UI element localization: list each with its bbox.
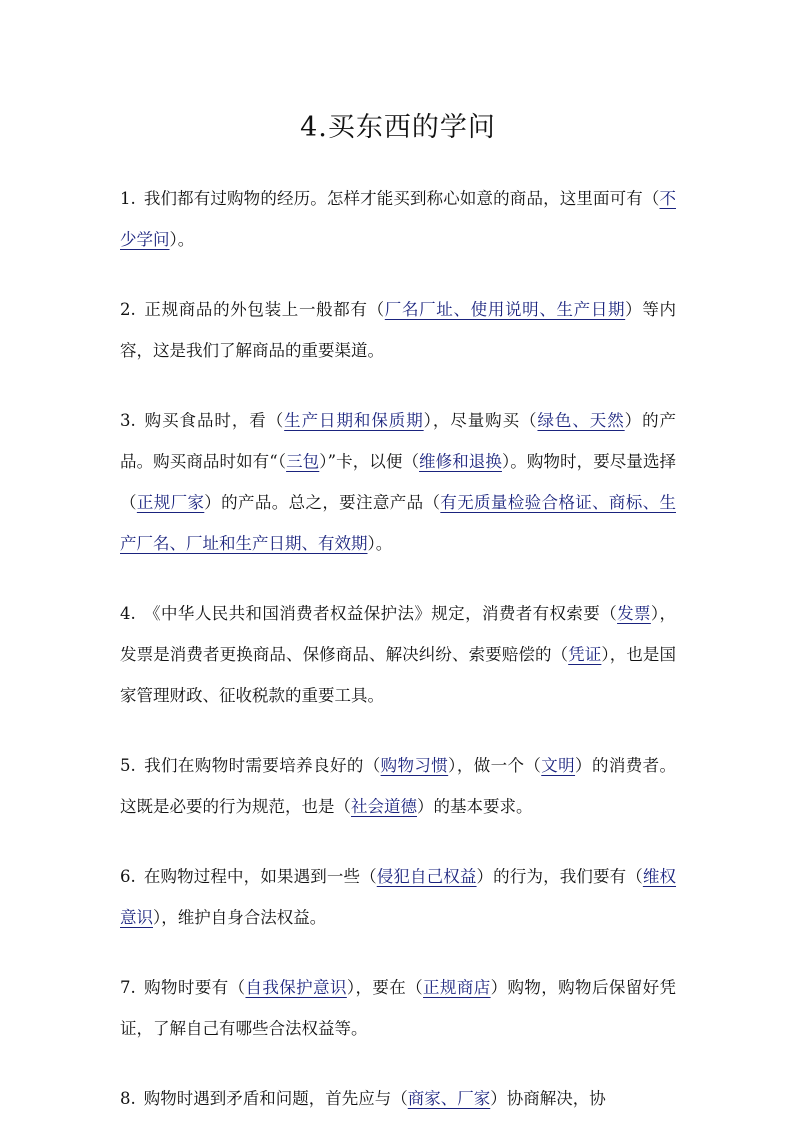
- item-number: 8.: [120, 1089, 136, 1108]
- answer-text: 绿色、天然: [537, 411, 625, 430]
- question-text: ）的行为，我们要有（: [476, 867, 643, 886]
- answer-text: 侵犯自己权益: [376, 867, 477, 886]
- answer-text: 三包: [286, 452, 320, 471]
- answer-text: 购物习惯: [380, 756, 449, 775]
- question-text: ）的产品。总之，要注意产品（: [204, 493, 441, 512]
- question-text: 购物时遇到矛盾和问题，首先应与（: [143, 1089, 408, 1108]
- question-text: 我们在购物时需要培养良好的（: [143, 756, 381, 775]
- question-list: [120, 178, 676, 1119]
- question-text: ）。: [169, 230, 195, 249]
- question-text: ）等内容，这是我们了解商品的重要渠道。: [120, 300, 677, 360]
- question-text: ），做一个（: [448, 756, 542, 775]
- list-item: [120, 593, 676, 716]
- item-number: 6.: [120, 867, 136, 886]
- question-text: ）的产品。购买商品时如有“（: [120, 411, 677, 471]
- answer-text: 生产日期和保质期: [284, 411, 424, 430]
- item-number: 5.: [120, 756, 136, 775]
- item-number: 3.: [120, 411, 136, 430]
- question-text: ），要在（: [346, 978, 424, 997]
- list-item: [120, 400, 676, 564]
- question-text: ）的基本要求。: [417, 797, 533, 816]
- list-item: [120, 745, 676, 827]
- answer-text: 社会道德: [351, 797, 417, 816]
- question-text: ），也是国家管理财政、征收税款的重要工具。: [120, 645, 677, 705]
- question-text: 购物时要有（: [143, 978, 246, 997]
- question-text: ）”卡，以便（: [319, 452, 420, 471]
- list-item: [120, 856, 676, 938]
- answer-text: 正规厂家: [136, 493, 205, 512]
- answer-text: 自我保护意识: [245, 978, 347, 997]
- item-number: 7.: [120, 978, 136, 997]
- question-text: ），维护自身合法权益。: [153, 908, 327, 927]
- answer-text: 商家、厂家: [407, 1089, 491, 1108]
- answer-text: 有无质量检验合格证、商标、生产厂名、厂址和生产日期、有效期: [120, 493, 676, 553]
- item-number: 2.: [120, 300, 136, 319]
- answer-text: 凭证: [568, 645, 602, 664]
- answer-text: 维权意识: [120, 867, 677, 927]
- question-text: ），尽量购买（: [423, 411, 538, 430]
- answer-text: 正规商店: [423, 978, 491, 997]
- question-text: 《中华人民共和国消费者权益保护法》规定，消费者有权索要（: [143, 604, 618, 623]
- question-text: ）。购物时，要尽量选择（: [120, 452, 677, 512]
- question-text: ）购物，购物后保留好凭证，了解自己有哪些合法权益等。: [120, 978, 676, 1038]
- list-item: [120, 967, 676, 1049]
- answer-text: 维修和退换: [419, 452, 502, 471]
- answer-text: 厂名厂址、使用说明、生产日期: [384, 300, 626, 319]
- page-title: 4.买东西的学问: [300, 112, 496, 143]
- question-text: 正规商品的外包装上一般都有（: [143, 300, 385, 319]
- answer-text: 发票: [617, 604, 651, 623]
- question-text: 购买食品时，看（: [143, 411, 285, 430]
- item-number: 4.: [120, 604, 136, 623]
- item-number: 1.: [120, 189, 136, 208]
- answer-text: 不少学问: [120, 189, 676, 249]
- question-text: ），发票是消费者更换商品、保修商品、解决纠纷、索要赔偿的（: [120, 604, 676, 664]
- question-text: 在购物过程中，如果遇到一些（: [143, 867, 377, 886]
- list-item: [120, 178, 676, 260]
- question-text: 我们都有过购物的经历。怎样才能买到称心如意的商品，这里面可有（: [143, 189, 660, 208]
- question-text: ）的消费者。这既是必要的行为规范，也是（: [120, 756, 676, 816]
- question-text: ）。: [367, 534, 393, 553]
- list-item: [120, 289, 676, 371]
- list-item: [120, 1078, 676, 1119]
- question-text: ）协商解决，协: [490, 1089, 606, 1108]
- answer-text: 文明: [541, 756, 576, 775]
